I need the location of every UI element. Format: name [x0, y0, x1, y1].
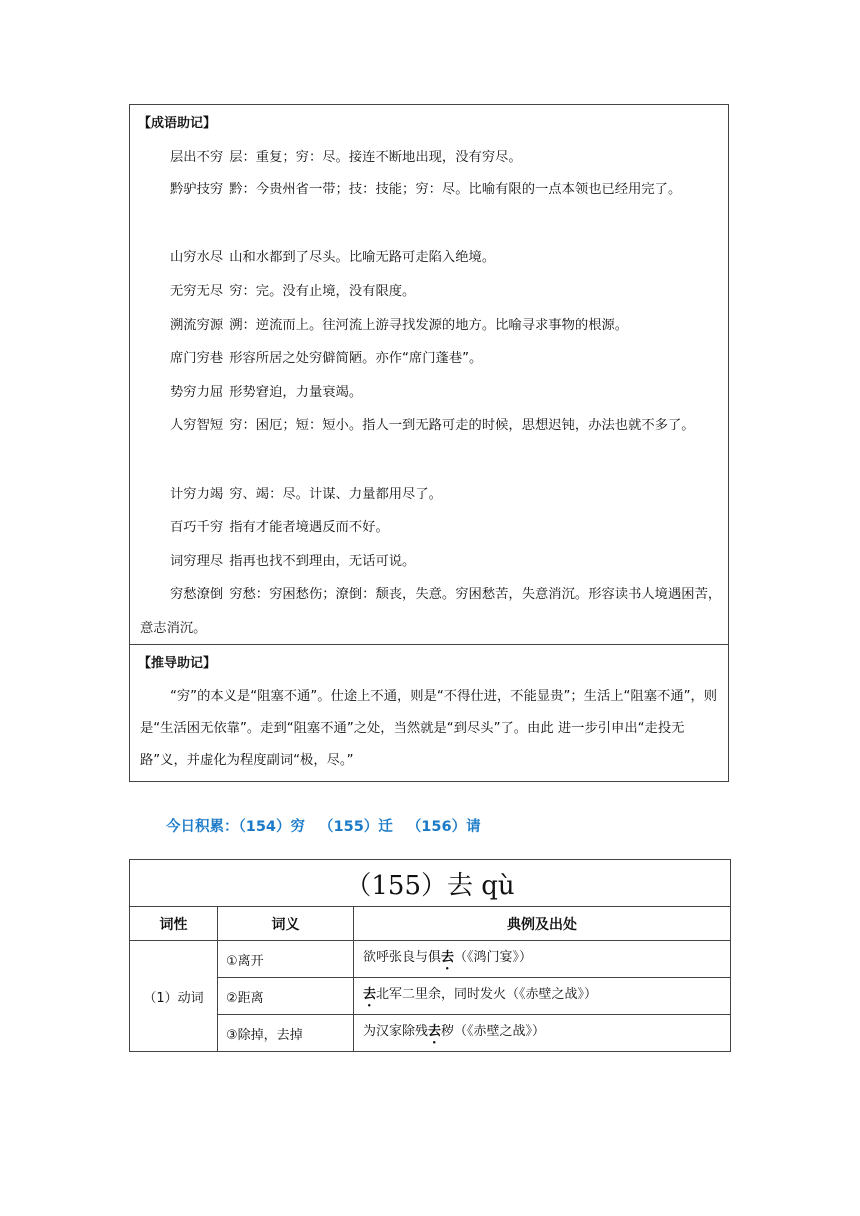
idiom-term: 无穷无尽	[170, 284, 224, 299]
idiom-section	[130, 105, 728, 645]
today-item: （156）请	[406, 819, 481, 835]
today-item: （154）穷	[238, 819, 306, 835]
table-row	[130, 1015, 731, 1052]
table-row	[130, 978, 731, 1015]
idiom-entry	[140, 511, 722, 545]
example-keyword: 去	[441, 949, 455, 965]
idiom-term: 人穷智短	[170, 418, 224, 433]
idiom-explanation: 穷、竭：尽。计谋、力量都用尽了。	[229, 487, 442, 502]
example-source: 秽（《赤壁之战》）	[441, 1023, 546, 1039]
idiom-heading: 【成语助记】	[138, 116, 217, 131]
example-cell	[354, 978, 731, 1015]
idiom-box	[129, 104, 729, 782]
table-row	[130, 941, 731, 978]
idiom-explanation: 形势窘迫，力量衰竭。	[229, 385, 363, 400]
idiom-entry	[140, 342, 722, 376]
idiom-entry	[140, 376, 722, 410]
idiom-explanation: 山和水都到了尽头。比喻无路可走陷入绝境。	[229, 250, 496, 265]
example-text: 欲呼张良与俱	[363, 949, 442, 965]
idiom-explanation: 穷：完。没有止境，没有限度。	[229, 284, 416, 299]
meaning-cell: ①离开	[218, 941, 354, 978]
meaning-cell: ②距离	[218, 978, 354, 1015]
idiom-term: 词穷理尽	[170, 554, 224, 569]
idiom-explanation: 穷愁：穷困愁伤；潦倒：颓丧，失意。穷困愁苦，失意消沉。形容读书人境遇困苦，意志消沉。	[140, 587, 722, 636]
header-example: 典例及出处	[354, 907, 731, 941]
idiom-entry	[140, 478, 722, 512]
derivation-section	[130, 645, 728, 781]
idiom-term: 山穷水尽	[170, 250, 224, 265]
idiom-entry	[140, 241, 722, 275]
idiom-entry	[140, 409, 722, 443]
idiom-term: 势穷力屈	[170, 385, 224, 400]
example-source: （《鸿门宴》）	[454, 949, 533, 965]
today-accumulation	[166, 815, 481, 839]
header-pos: 词性	[130, 907, 218, 941]
pos-cell: （1）动词	[130, 941, 218, 1052]
idiom-explanation: 层：重复；穷：尽。接连不断地出现，没有穷尽。	[229, 150, 522, 165]
idiom-entry	[140, 545, 722, 579]
idiom-entry	[140, 578, 722, 646]
character-title: （155）去 qù	[130, 860, 731, 907]
today-label: 今日积累：	[166, 819, 239, 835]
example-cell	[354, 1015, 731, 1052]
idiom-term: 层出不穷	[170, 150, 224, 165]
idiom-explanation: 黔：今贵州省一带；技：技能；穷：尽。比喻有限的一点本领也已经用完了。	[229, 182, 682, 197]
example-keyword: 去	[428, 1023, 442, 1039]
idiom-term: 穷愁潦倒	[170, 587, 224, 602]
idiom-term: 溯流穷源	[170, 318, 224, 333]
idiom-term: 计穷力竭	[170, 487, 224, 502]
meaning-cell: ③除掉，去掉	[218, 1015, 354, 1052]
example-cell	[354, 941, 731, 978]
example-keyword: 去	[363, 986, 377, 1002]
header-meaning: 词义	[218, 907, 354, 941]
derivation-text: “穷”的本义是“阻塞不通”。仕途上不通，则是“不得仕进，不能显贵”；生活上“阻塞不通”，则是“生活困无依靠”。走到“阻塞不通”之处，当然就是“到尽头”了。由此 进一步引申出“走投无路”义，并虚化为程度副词“极，尽。”	[140, 689, 718, 768]
idiom-explanation: 指有才能者境遇反而不好。	[229, 520, 389, 535]
idiom-term: 席门穷巷	[170, 351, 224, 366]
idiom-explanation: 形容所居之处穷僻简陋。亦作“席门蓬巷”。	[229, 351, 483, 366]
derivation-heading: 【推导助记】	[138, 656, 217, 671]
today-item: （155）迁	[319, 819, 393, 835]
idiom-term: 百巧千穷	[170, 520, 224, 535]
idiom-entry	[140, 275, 722, 309]
idiom-entry	[140, 141, 722, 175]
idiom-entry	[140, 173, 722, 207]
example-text: 为汉家除残	[363, 1023, 429, 1039]
character-table	[129, 859, 731, 1052]
idiom-explanation: 指再也找不到理由，无话可说。	[229, 554, 416, 569]
idiom-explanation: 穷：困厄；短：短小。指人一到无路可走的时候，思想迟钝，办法也就不多了。	[229, 418, 695, 433]
example-source: 北军二里余，同时发火（《赤壁之战》）	[376, 986, 598, 1002]
idiom-explanation: 溯：逆流而上。往河流上游寻找发源的地方。比喻寻求事物的根源。	[229, 318, 629, 333]
idiom-term: 黔驴技穷	[170, 182, 224, 197]
idiom-entry	[140, 309, 722, 343]
